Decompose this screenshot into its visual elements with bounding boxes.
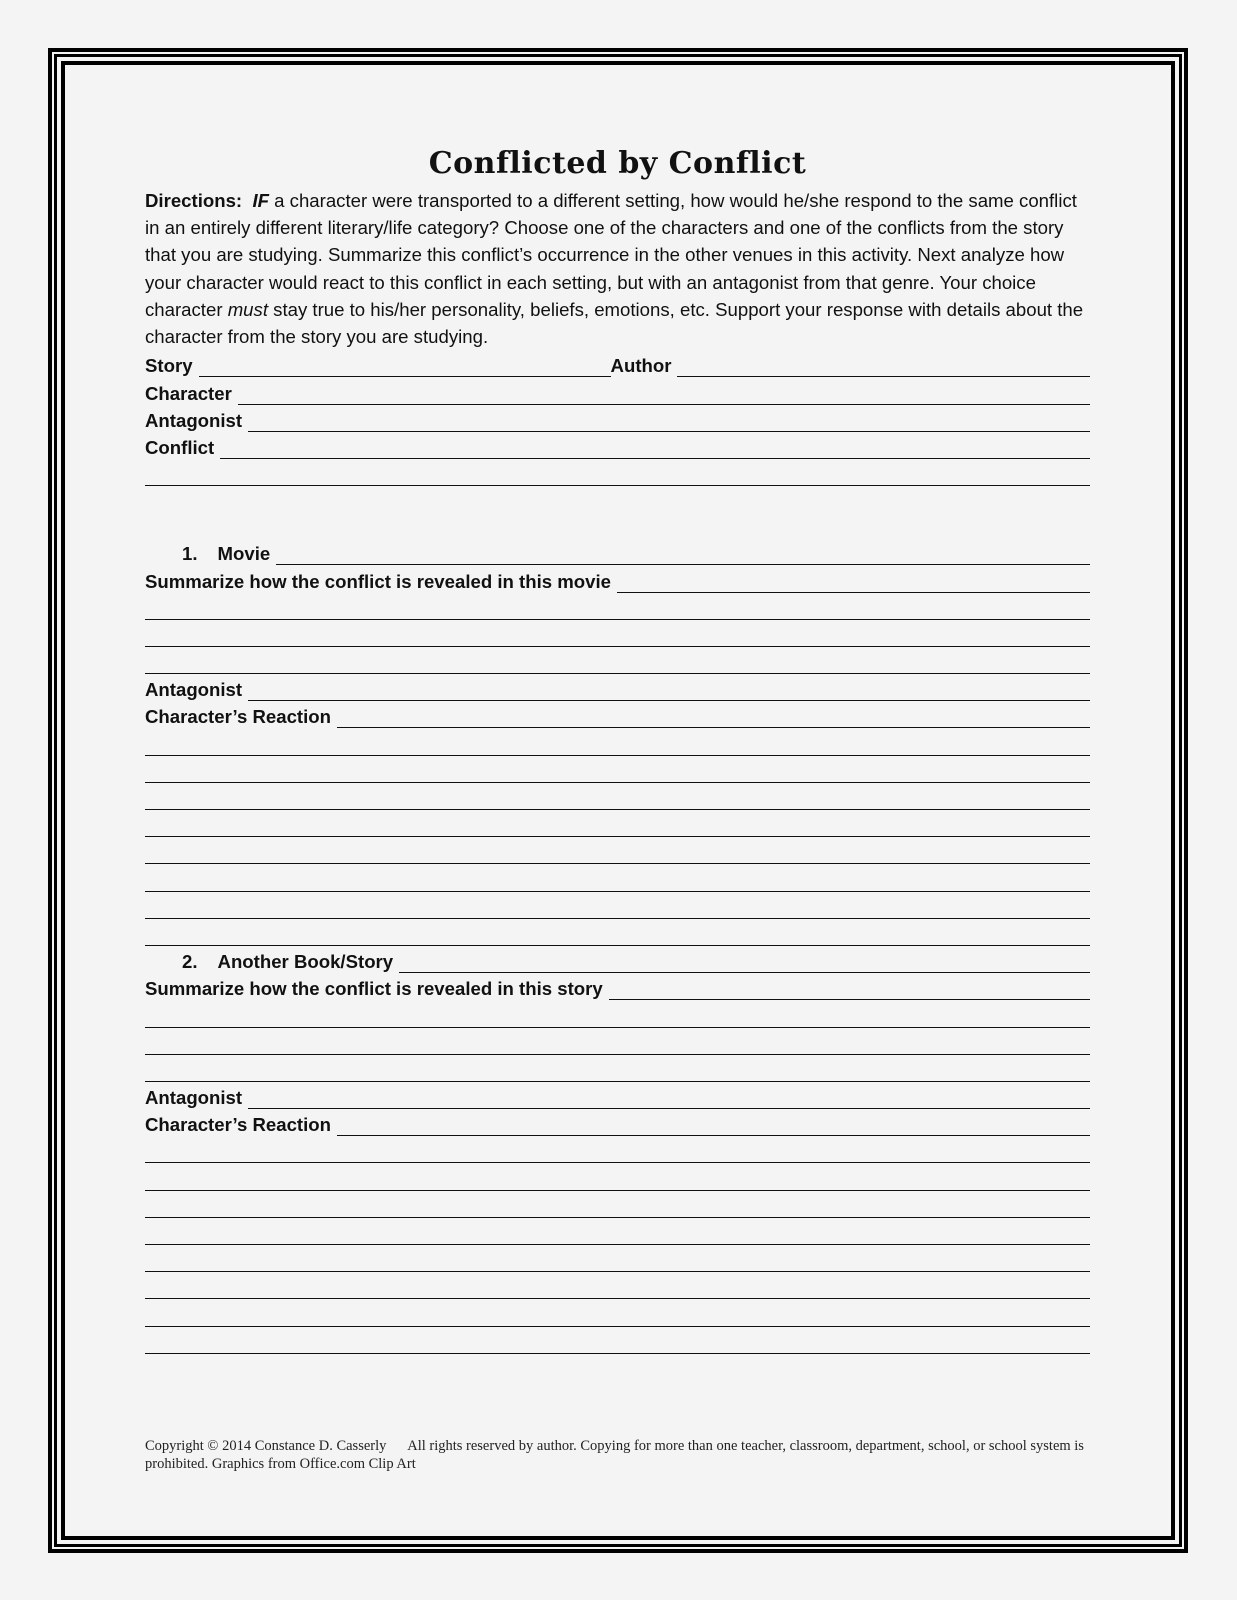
section1-reaction-line[interactable] — [145, 756, 1090, 783]
section2-antagonist-row — [145, 1082, 1090, 1109]
section1-reaction-line[interactable] — [145, 810, 1090, 837]
movie-blank[interactable] — [276, 546, 1090, 565]
section2-reaction-line[interactable] — [145, 1327, 1090, 1354]
worksheet-title: Conflicted by Conflict — [428, 146, 807, 181]
section2-reaction-blank[interactable] — [337, 1117, 1090, 1136]
section2-antagonist-blank[interactable] — [248, 1090, 1090, 1109]
section2-summary-line[interactable] — [145, 1000, 1090, 1027]
antagonist-blank[interactable] — [248, 413, 1090, 432]
section2-reaction-line[interactable] — [145, 1299, 1090, 1326]
section2-reaction-row — [145, 1109, 1090, 1136]
copyright-text: Copyright © 2014 Constance D. Casserly — [145, 1438, 387, 1454]
section2-summarize-label: Summarize how the conflict is revealed in this story — [145, 978, 603, 1000]
story-blank[interactable] — [199, 358, 611, 377]
character-label: Character — [145, 382, 232, 404]
section2-reaction-line[interactable] — [145, 1272, 1090, 1299]
section1-summary-line[interactable] — [145, 620, 1090, 647]
spacer — [145, 486, 1090, 538]
section1-summary-line[interactable] — [145, 593, 1090, 620]
antagonist-row — [145, 405, 1090, 432]
section1-reaction-row — [145, 701, 1090, 728]
conflict-blank-2[interactable] — [145, 459, 1090, 486]
section2-reaction-line[interactable] — [145, 1191, 1090, 1218]
directions-must: must — [227, 298, 268, 320]
section1-reaction-line[interactable] — [145, 919, 1090, 946]
section1-reaction-line[interactable] — [145, 837, 1090, 864]
section1-antagonist-row — [145, 674, 1090, 701]
conflict-blank[interactable] — [220, 440, 1090, 459]
worksheet — [145, 145, 1090, 1354]
section1-summarize-label: Summarize how the conflict is revealed in this movie — [145, 570, 612, 592]
section1-number: 1. — [182, 543, 198, 565]
author-label: Author — [610, 355, 672, 377]
conflict-row — [145, 432, 1090, 459]
rights-text: All rights reserved by author. Copying for more than one teacher, classroom, department, school, or school system is prohibited. Graphics from Office.com Clip Art — [145, 1438, 1084, 1472]
section1-antagonist-blank[interactable] — [248, 682, 1090, 701]
character-blank[interactable] — [238, 386, 1090, 405]
section2-summary-line[interactable] — [145, 1055, 1090, 1082]
section1-heading-row — [145, 538, 1090, 565]
section2-reaction-label: Character’s Reaction — [145, 1114, 332, 1136]
section2-summarize-blank[interactable] — [609, 981, 1090, 1000]
section2-summary-line[interactable] — [145, 1028, 1090, 1055]
section2-number: 2. — [182, 951, 198, 973]
section2-heading-row — [145, 946, 1090, 973]
conflict-label: Conflict — [145, 436, 215, 458]
section2-reaction-line[interactable] — [145, 1163, 1090, 1190]
another-story-blank[interactable] — [399, 954, 1090, 973]
section1-summary-line[interactable] — [145, 647, 1090, 674]
author-blank[interactable] — [677, 358, 1090, 377]
section1-antagonist-label: Antagonist — [145, 679, 243, 701]
directions-if: IF — [252, 190, 269, 211]
section1-summarize-row — [145, 565, 1090, 592]
section2-reaction-line[interactable] — [145, 1218, 1090, 1245]
section2-antagonist-label: Antagonist — [145, 1087, 243, 1109]
section1-reaction-line[interactable] — [145, 728, 1090, 755]
section2-reaction-line[interactable] — [145, 1245, 1090, 1272]
section1-summarize-blank[interactable] — [617, 574, 1090, 593]
directions — [145, 187, 1090, 350]
section1-reaction-blank[interactable] — [337, 709, 1090, 728]
section2-summarize-row — [145, 973, 1090, 1000]
section1-reaction-line[interactable] — [145, 864, 1090, 891]
section2-label: Another Book/Story — [217, 951, 394, 973]
section1-reaction-line[interactable] — [145, 892, 1090, 919]
section1-reaction-line[interactable] — [145, 783, 1090, 810]
story-author-row — [145, 350, 1090, 377]
copyright-footer — [145, 1437, 1090, 1473]
directions-label: Directions: — [145, 190, 243, 211]
character-row — [145, 377, 1090, 404]
directions-text-1: a character were transported to a different setting, how would he/she respond to the same conflict in an entirely different literary/life category? Choose one of the characters and one of the conflicts from the story that you are studying. Summarize this conflict’s occurrence in the other venues in this activity. Next analyze how your character would react to this conflict in each setting, but with an antagonist from that genre. Your choice character — [145, 190, 1077, 320]
section1-reaction-label: Character’s Reaction — [145, 706, 332, 728]
section1-label: Movie — [217, 543, 271, 565]
antagonist-label: Antagonist — [145, 409, 243, 431]
story-label: Story — [145, 355, 193, 377]
directions-text-2: stay true to his/her personality, beliefs, emotions, etc. Support your response with details about the character from the story you are studying. — [145, 298, 1084, 348]
section2-reaction-line[interactable] — [145, 1136, 1090, 1163]
